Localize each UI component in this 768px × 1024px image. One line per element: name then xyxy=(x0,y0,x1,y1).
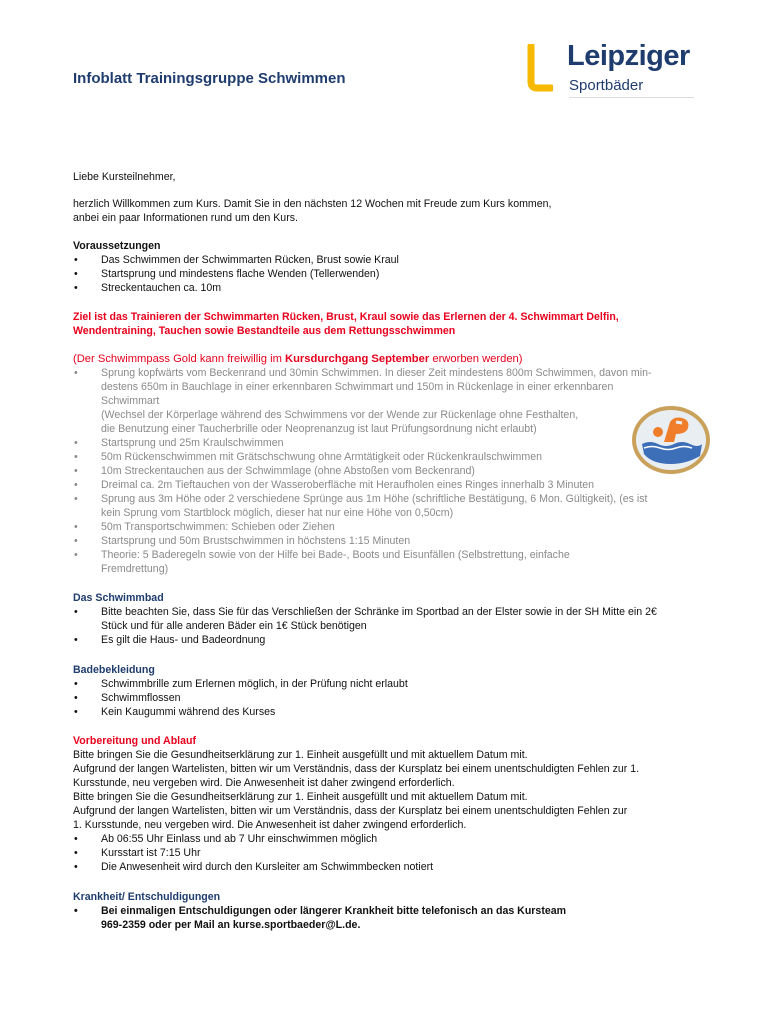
list-item: • Schwimmbrille zum Erlernen möglich, in der Prüfung nicht erlaubt xyxy=(73,677,693,691)
schwimmpass-section xyxy=(73,352,693,576)
vorbereitung-section xyxy=(73,734,693,874)
list-item: • Streckentauchen ca. 10m xyxy=(73,281,693,295)
badebekleidung-section xyxy=(73,663,693,719)
logo-subtitle: Sportbäder xyxy=(569,77,644,94)
schwimmbad-heading: Das Schwimmbad xyxy=(73,592,164,604)
intro-paragraph xyxy=(73,197,693,225)
list-item: • Bitte beachten Sie, dass Sie für das Verschließen der Schränke im Sportbad an der Elster sowie in der SH Mitte ein 2€ Stück und für alle anderen Bäder ein 1€ Stück benötigen xyxy=(73,605,693,633)
list-item: • Schwimmflossen xyxy=(73,691,693,705)
list-item: • Sprung aus 3m Höhe oder 2 verschiedene Sprünge aus 1m Höhe (schriftliche Bestätigung, 6 Mon. Gültigkeit), (es ist kein Sprung vom Startblock möglich, dieser hat nur eine Höhe von 0,50cm) xyxy=(73,492,673,520)
vorbereitung-heading: Vorbereitung und Ablauf xyxy=(73,735,196,747)
vorbereitung-line: Kursstunde, neu vergeben wird. Die Anwesenheit ist daher zwingend erforderlich. xyxy=(73,777,455,789)
vorbereitung-line: Bitte bringen Sie die Gesundheitserklärung zur 1. Einheit ausgefüllt und mit aktuellem Datum mit. xyxy=(73,791,528,803)
list-item: • 10m Streckentauchen aus der Schwimmlage (ohne Abstoßen vom Beckenrand) xyxy=(73,464,673,478)
schwimmbad-section xyxy=(73,591,693,647)
voraussetzungen-section xyxy=(73,239,693,295)
list-item: • Das Schwimmen der Schwimmarten Rücken, Brust sowie Kraul xyxy=(73,253,693,267)
logo-underline xyxy=(569,97,694,98)
list-item: • Dreimal ca. 2m Tieftauchen von der Wasseroberfläche mit Heraufholen eines Ringes innerhalb 3 Minuten xyxy=(73,478,673,492)
greeting: Liebe Kursteilnehmer, xyxy=(73,171,176,183)
list-item: • Startsprung und 50m Brustschwimmen in höchstens 1:15 Minuten xyxy=(73,534,673,548)
list-item: • 50m Rückenschwimmen mit Grätschschwung ohne Armtätigkeit oder Rückenkraulschwimmen xyxy=(73,450,673,464)
logo-wordmark: Leipziger xyxy=(567,40,690,72)
ziel-line: Ziel ist das Trainieren der Schwimmarten Rücken, Brust, Kraul sowie das Erlernen der 4. Schwimmart Delfin, xyxy=(73,311,619,323)
ziel-line: Wendentraining, Tauchen sowie Bestandteile aus dem Rettungsschwimmen xyxy=(73,325,456,337)
document-title: Infoblatt Trainingsgruppe Schwimmen xyxy=(73,70,346,87)
badebekleidung-heading: Badebekleidung xyxy=(73,664,155,676)
list-item: • Startsprung und 25m Kraulschwimmen xyxy=(73,436,673,450)
leipziger-sportbaeder-logo xyxy=(527,40,707,98)
list-item: • Sprung kopfwärts vom Beckenrand und 30min Schwimmen. In dieser Zeit mindestens 800m Schwimmen, davon min- destens 650m in Bauchlage in einer erkennbaren Schwimmart und 150m in Rückenlage in einer erkennbaren Schwimmart (Wechsel der Körperlage während des Schwimmens vor der Wende zur Rückenlage ohne Festhalten, die Benutzung einer Taucherbrille oder Neoprenanzug ist laut Prüfungsordnung nicht erlaubt) xyxy=(73,366,673,436)
intro-line: anbei ein paar Informationen rund um den Kurs. xyxy=(73,212,298,224)
vorbereitung-line: 1. Kursstunde, neu vergeben wird. Die Anwesenheit ist daher zwingend erforderlich. xyxy=(73,819,467,831)
krankheit-section xyxy=(73,890,693,932)
vorbereitung-line: Bitte bringen Sie die Gesundheitserklärung zur 1. Einheit ausgefüllt und mit aktuellem Datum mit. xyxy=(73,749,528,761)
logo-l-mark-icon xyxy=(527,44,553,92)
krankheit-heading: Krankheit/ Entschuldigungen xyxy=(73,891,221,903)
list-item: • Es gilt die Haus- und Badeordnung xyxy=(73,633,693,647)
list-item: • Theorie: 5 Baderegeln sowie von der Hilfe bei Bade-, Boots und Eisunfällen (Selbstrettung, einfache Fremdrettung) xyxy=(73,548,673,576)
intro-line: herzlich Willkommen zum Kurs. Damit Sie in den nächsten 12 Wochen mit Freude zum Kurs kommen, xyxy=(73,198,552,210)
list-item: • Kursstart ist 7:15 Uhr xyxy=(73,846,693,860)
list-item: • Kein Kaugummi während des Kurses xyxy=(73,705,693,719)
list-item: • Bei einmaligen Entschuldigungen oder längerer Krankheit bitte telefonisch an das Kursteam 969-2359 oder per Mail an kurse.sportbaeder@L.de. xyxy=(73,904,693,932)
vorbereitung-line: Aufgrund der langen Wartelisten, bitten wir um Verständnis, dass der Kursplatz bei einem unentschuldigten Fehlen zur 1. xyxy=(73,763,640,775)
list-item: • Startsprung und mindestens flache Wenden (Tellerwenden) xyxy=(73,267,693,281)
voraussetzungen-heading: Voraussetzungen xyxy=(73,240,161,252)
list-item: • Ab 06:55 Uhr Einlass und ab 7 Uhr einschwimmen möglich xyxy=(73,832,693,846)
list-item: • 50m Transportschwimmen: Schieben oder Ziehen xyxy=(73,520,673,534)
ziel-paragraph xyxy=(73,310,693,338)
schwimmpass-heading: (Der Schwimmpass Gold kann freiwillig im Kursdurchgang September erworben werden) xyxy=(73,353,523,365)
list-item: • Die Anwesenheit wird durch den Kursleiter am Schwimmbecken notiert xyxy=(73,860,693,874)
vorbereitung-line: Aufgrund der langen Wartelisten, bitten wir um Verständnis, dass der Kursplatz bei einem unentschuldigten Fehlen zur xyxy=(73,805,628,817)
